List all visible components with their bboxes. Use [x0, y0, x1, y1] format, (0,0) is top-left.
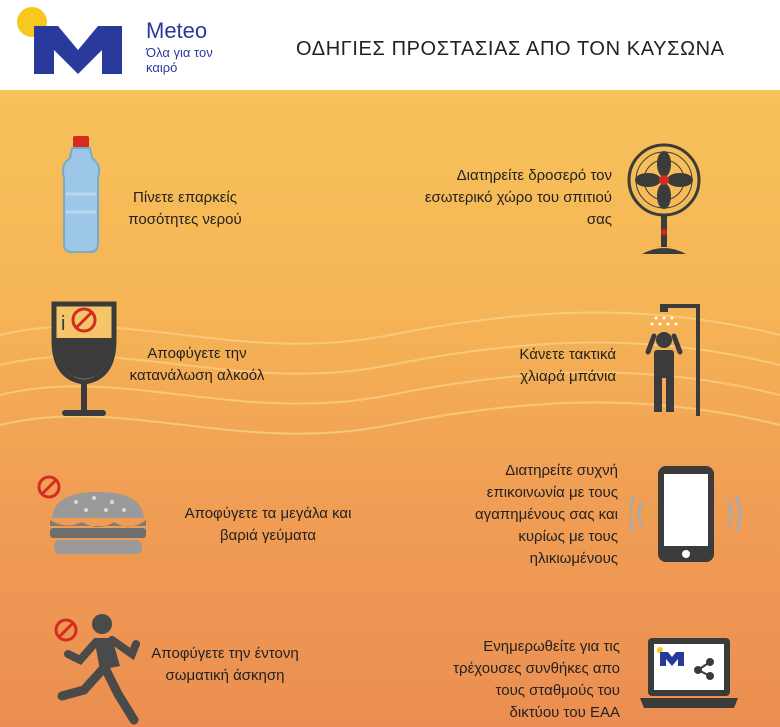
- tip-alcohol: Αποφύγετε την κατανάλωση αλκοόλ: [129, 345, 265, 384]
- wine-glass-icon: [48, 300, 120, 420]
- runner-icon: [50, 610, 150, 725]
- tip-exercise: Αποφύγετε την έντονη σωματική άσκηση: [151, 645, 299, 684]
- tip-stations: Ενημερωθείτε για τις τρέχουσες συνθήκες απο τους σταθμούς του δικτύου του ΕΑΑ: [453, 638, 620, 721]
- brand-name: Meteo: [146, 18, 208, 43]
- burger-icon: [46, 488, 150, 558]
- tip-contact: Διατηρείτε συχνή επικοινωνία με τους αγαπημένους σας και κυρίως με τους ηλικιωμένους: [475, 462, 618, 567]
- fan-icon: [626, 142, 702, 258]
- water-bottle-icon: [58, 134, 104, 254]
- tip-meals: Αποφύγετε τα μεγάλα και βαριά γεύματα: [184, 505, 352, 544]
- tip-baths: Κάνετε τακτικά χλιαρά μπάνια: [519, 346, 616, 385]
- shower-icon: [640, 300, 710, 418]
- page-title: ΟΔΗΓΙΕΣ ΠΡΟΣΤΑΣΙΑΣ ΑΠΟ ΤΟΝ ΚΑΥΣΩΝΑ: [296, 38, 725, 60]
- svg-text:i: i: [61, 313, 66, 335]
- laptop-icon: [640, 636, 740, 716]
- infographic-body: [0, 90, 780, 727]
- brand-tagline: Όλα για τον καιρό: [146, 45, 213, 75]
- smartphone-icon: [630, 462, 742, 566]
- tip-water: Πίνετε επαρκείς ποσότητες νερού: [128, 189, 242, 228]
- tip-cool-home: Διατηρείτε δροσερό τον εσωτερικό χώρο του σπιτιού σας: [424, 167, 612, 228]
- header: [0, 0, 780, 90]
